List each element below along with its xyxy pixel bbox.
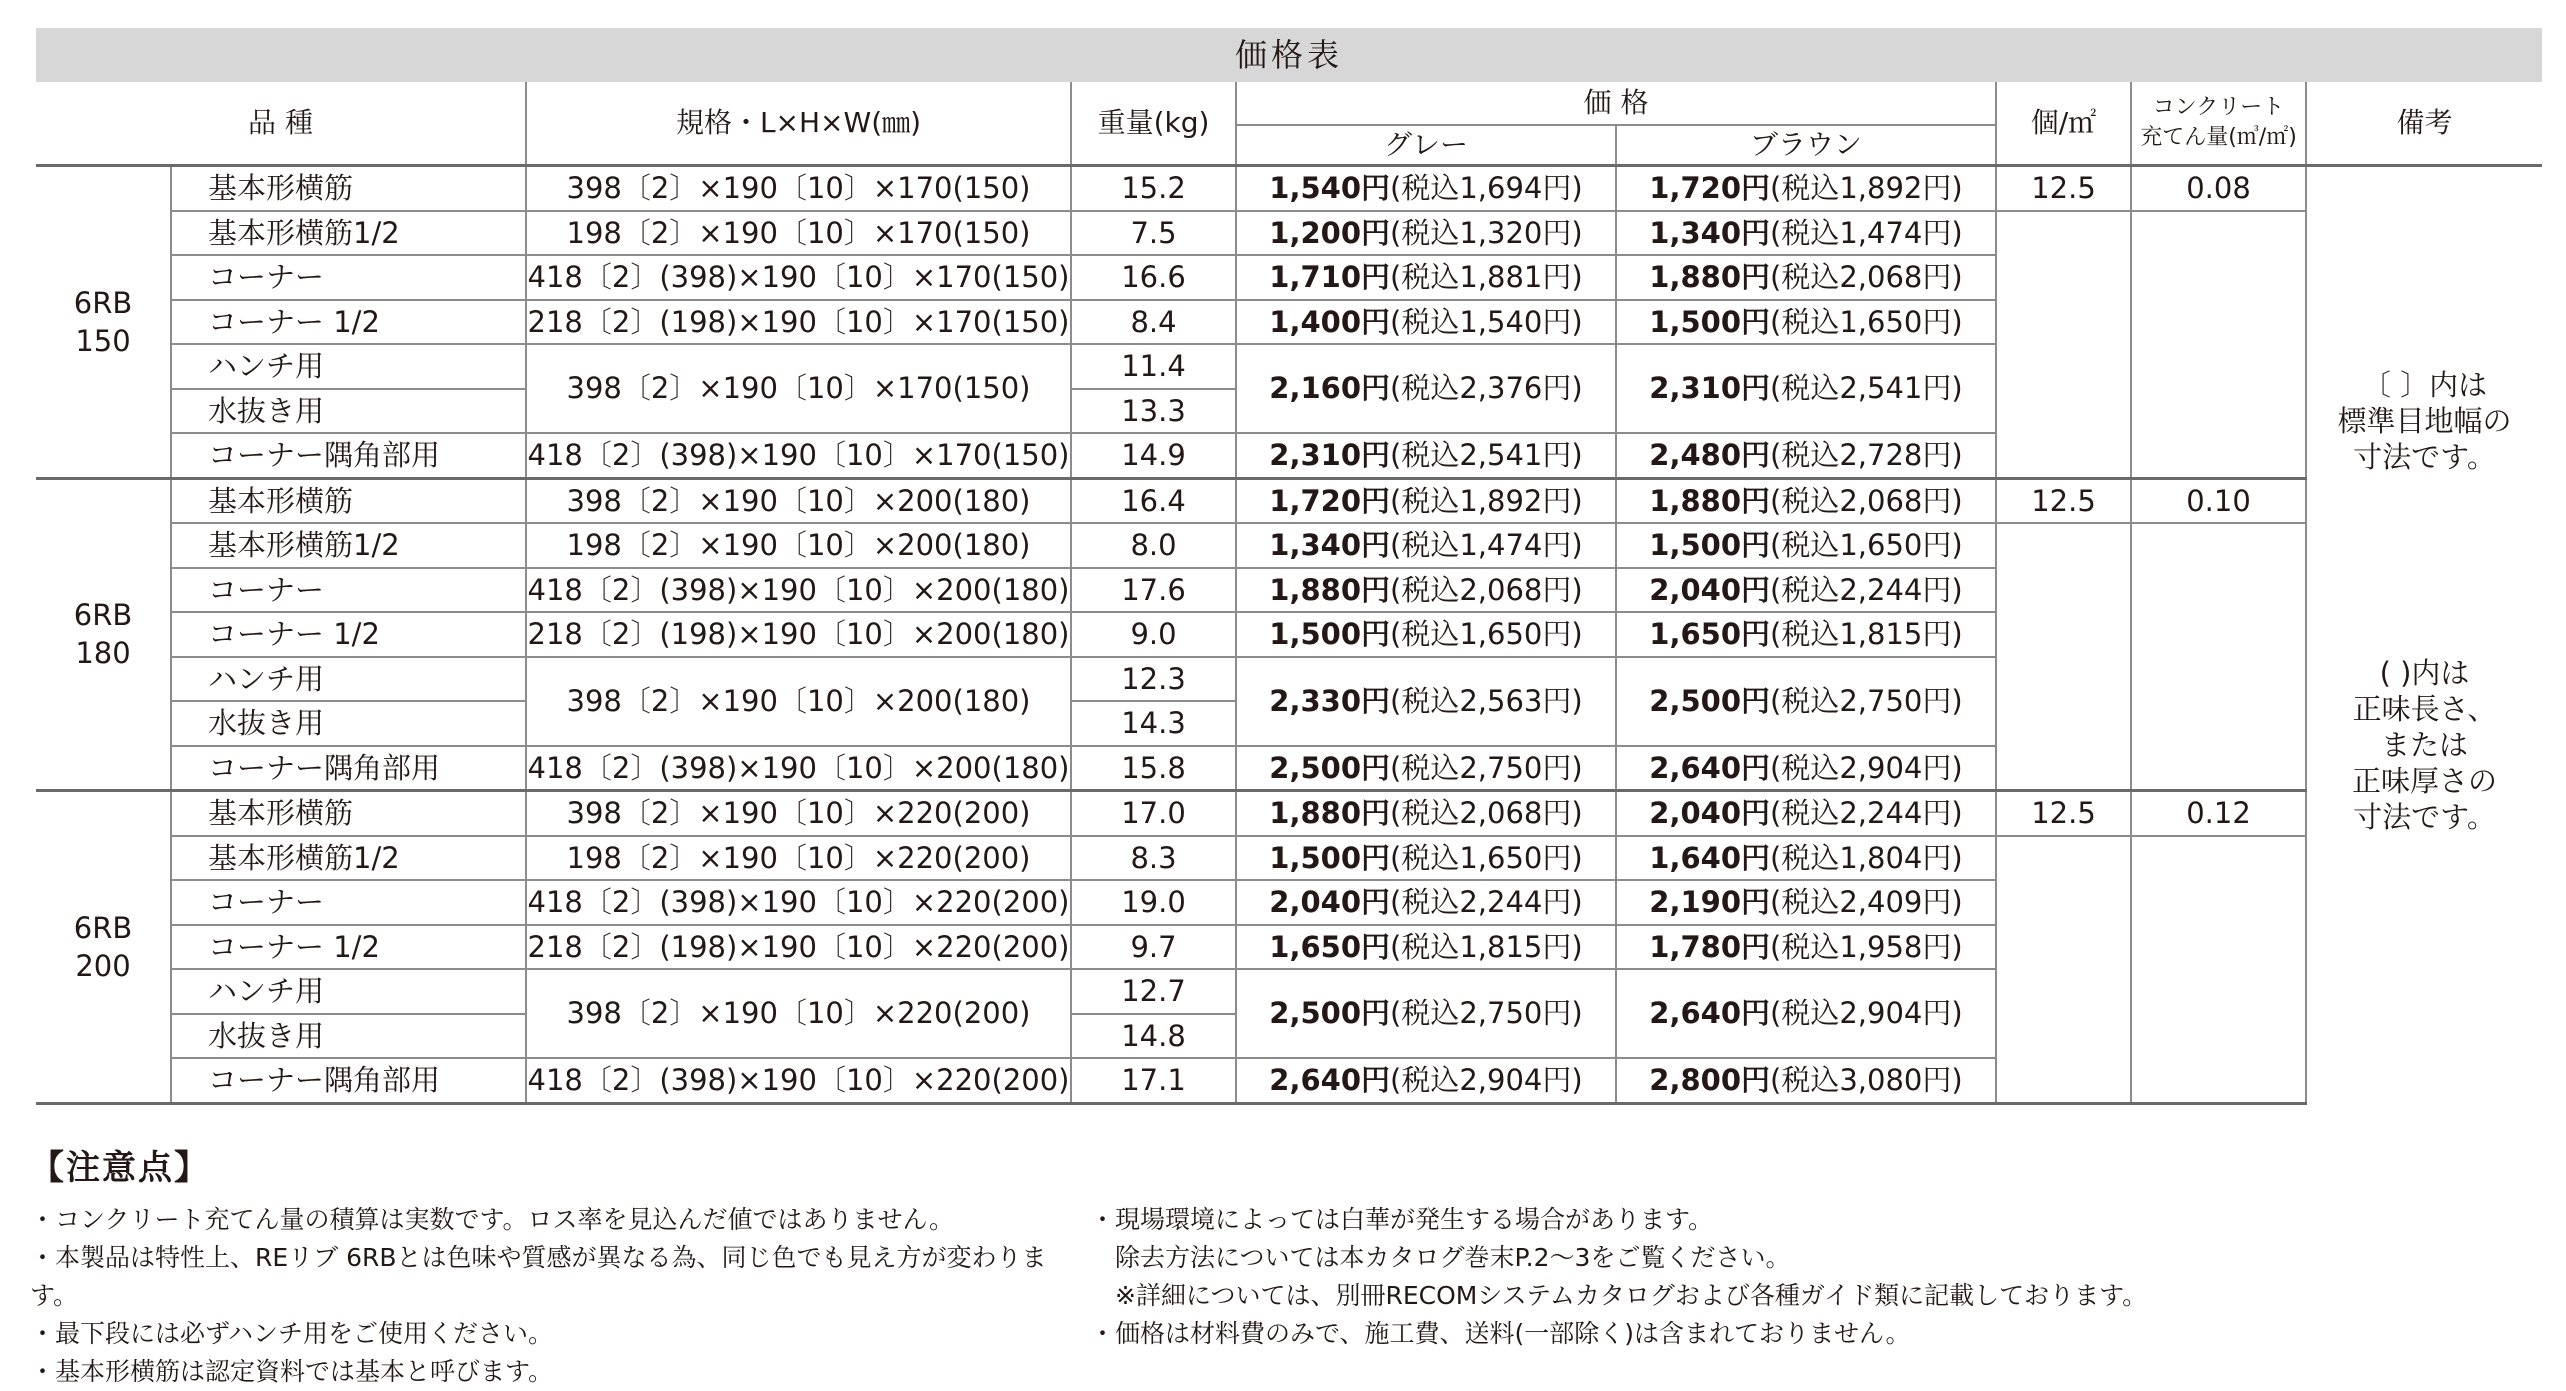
header-concrete-line1: コンクリート: [2152, 95, 2285, 120]
note-line: ・価格は材料費のみで、施工費、送料(一部除く)は含まれておりません。: [1090, 1319, 1911, 1348]
concrete-cell: 0.12: [2131, 791, 2306, 836]
table-row: [36, 478, 2542, 523]
spec-cell: 418〔2〕(398)×190〔10〕×200(180): [526, 568, 1071, 613]
header-weight: 重量(kg): [1071, 82, 1236, 166]
gray-tax-price: (税込2,244円): [1390, 885, 1583, 919]
item-name: コーナー 1/2: [171, 300, 526, 345]
weight-cell: 16.4: [1071, 478, 1236, 523]
item-name: コーナー 1/2: [171, 925, 526, 970]
gray-price-cell: [1236, 880, 1616, 925]
brown-tax-price: (税込3,080円): [1770, 1063, 1963, 1097]
weight-cell: 8.4: [1071, 300, 1236, 345]
per-m2-cell: 12.5: [1996, 791, 2131, 836]
note-line: ※詳細については、別冊RECOMシステムカタログおよび各種ガイド類に記載しております。: [1090, 1281, 2148, 1310]
spec-cell: 418〔2〕(398)×190〔10〕×220(200): [526, 1058, 1071, 1103]
brown-price: 2,190円: [1649, 885, 1771, 919]
gray-price-cell: [1236, 433, 1616, 478]
item-name: ハンチ用: [171, 657, 526, 702]
notes-section: [30, 1140, 2530, 1391]
header-brown: ブラウン: [1616, 125, 1996, 166]
gray-tax-price: (税込1,650円): [1390, 840, 1583, 875]
remarks-line: または: [2380, 728, 2468, 762]
brown-price: 2,040円: [1649, 796, 1771, 830]
header-remarks: 備考: [2306, 82, 2542, 166]
spec-cell: 418〔2〕(398)×190〔10〕×170(150): [526, 433, 1071, 478]
note-line: ・現場環境によっては白華が発生する場合があります。: [1090, 1205, 1714, 1234]
header-concrete: [2131, 82, 2306, 166]
brown-tax-price: (税込2,244円): [1770, 796, 1963, 830]
weight-cell: 19.0: [1071, 880, 1236, 925]
gray-tax-price: (税込1,892円): [1390, 483, 1583, 518]
gray-price: 1,500円: [1269, 617, 1391, 651]
gray-price: 1,500円: [1269, 840, 1391, 875]
spec-cell: 418〔2〕(398)×190〔10〕×200(180): [526, 746, 1071, 791]
brown-price-cell: [1616, 166, 1996, 211]
note-line: 除去方法については本カタログ巻末P.2～3をご覧ください。: [1090, 1243, 1791, 1272]
gray-price-cell: [1236, 746, 1616, 791]
series-name: 6RB: [73, 598, 133, 633]
brown-tax-price: (税込1,650円): [1770, 304, 1963, 339]
weight-cell: 12.7: [1071, 969, 1236, 1014]
gray-tax-price: (税込2,904円): [1390, 1063, 1583, 1097]
spec-cell: 398〔2〕×190〔10〕×200(180): [526, 657, 1071, 746]
table-row: [36, 166, 2542, 211]
table-header: [36, 82, 2542, 166]
brown-price-cell: [1616, 925, 1996, 970]
remarks-line: 寸法です。: [2353, 440, 2496, 474]
weight-cell: 8.3: [1071, 836, 1236, 881]
per-m2-blank: [1996, 211, 2131, 479]
remarks-line: 〔 〕内は: [2361, 368, 2488, 402]
brown-price: 1,500円: [1649, 304, 1771, 339]
gray-price: 2,310円: [1269, 438, 1391, 472]
remarks-line: 正味厚さの: [2351, 764, 2497, 798]
gray-price-cell: [1236, 211, 1616, 256]
spec-cell: 398〔2〕×190〔10〕×170(150): [526, 166, 1071, 211]
brown-tax-price: (税込2,904円): [1770, 750, 1963, 785]
series-name: 6RB: [73, 285, 133, 320]
gray-price: 2,160円: [1269, 371, 1391, 406]
item-name: 基本形横筋: [171, 478, 526, 523]
brown-price-cell: [1616, 746, 1996, 791]
table-row: [36, 836, 2542, 881]
gray-price: 2,500円: [1269, 996, 1391, 1031]
gray-price-cell: [1236, 523, 1616, 568]
weight-cell: 11.4: [1071, 344, 1236, 389]
item-name: 基本形横筋1/2: [171, 211, 526, 256]
table-row: [36, 791, 2542, 836]
brown-price: 1,640円: [1649, 840, 1771, 875]
gray-price: 1,540円: [1269, 171, 1391, 205]
gray-price-cell: [1236, 478, 1616, 523]
header-price: 価 格: [1236, 82, 1996, 125]
brown-price: 1,340円: [1649, 215, 1771, 250]
weight-cell: 8.0: [1071, 523, 1236, 568]
remarks-line: 標準目地幅の: [2337, 404, 2512, 438]
gray-price-cell: [1236, 300, 1616, 345]
weight-cell: 14.3: [1071, 701, 1236, 746]
brown-tax-price: (税込2,750円): [1770, 683, 1963, 718]
series-size: 180: [75, 636, 131, 671]
brown-price: 2,480円: [1649, 438, 1771, 472]
weight-cell: 14.8: [1071, 1014, 1236, 1059]
weight-cell: 14.9: [1071, 433, 1236, 478]
header-type: 品 種: [36, 82, 526, 166]
spec-cell: 418〔2〕(398)×190〔10〕×220(200): [526, 880, 1071, 925]
brown-price: 1,880円: [1649, 260, 1771, 294]
brown-price-cell: [1616, 791, 1996, 836]
gray-price: 1,880円: [1269, 572, 1391, 607]
table-row: [36, 523, 2542, 568]
gray-price-cell: [1236, 836, 1616, 881]
gray-tax-price: (税込2,750円): [1390, 996, 1583, 1031]
weight-cell: 17.1: [1071, 1058, 1236, 1103]
gray-price: 1,710円: [1269, 260, 1391, 294]
weight-cell: 12.3: [1071, 657, 1236, 702]
gray-tax-price: (税込2,541円): [1390, 438, 1583, 472]
item-name: 基本形横筋1/2: [171, 523, 526, 568]
header-spec: 規格・L×H×W(㎜): [526, 82, 1071, 166]
item-name: 水抜き用: [171, 701, 526, 746]
weight-cell: 9.0: [1071, 612, 1236, 657]
weight-cell: 7.5: [1071, 211, 1236, 256]
gray-price-cell: [1236, 1058, 1616, 1103]
gray-price-cell: [1236, 568, 1616, 613]
remarks-note-brackets: [2307, 367, 2542, 475]
series-cell: [36, 166, 171, 479]
brown-price-cell: [1616, 523, 1996, 568]
spec-cell: 218〔2〕(198)×190〔10〕×200(180): [526, 612, 1071, 657]
brown-tax-price: (税込2,904円): [1770, 996, 1963, 1031]
brown-price-cell: [1616, 969, 1996, 1058]
spec-cell: 398〔2〕×190〔10〕×200(180): [526, 478, 1071, 523]
brown-price-cell: [1616, 433, 1996, 478]
brown-price-cell: [1616, 211, 1996, 256]
gray-price: 2,500円: [1269, 750, 1391, 785]
series-size: 150: [75, 323, 131, 358]
item-name: 基本形横筋1/2: [171, 836, 526, 881]
brown-price-cell: [1616, 568, 1996, 613]
gray-tax-price: (税込2,376円): [1390, 371, 1583, 406]
gray-tax-price: (税込1,540円): [1390, 304, 1583, 339]
series-name: 6RB: [73, 910, 133, 945]
item-name: コーナー: [171, 255, 526, 300]
gray-tax-price: (税込2,750円): [1390, 750, 1583, 785]
brown-price-cell: [1616, 300, 1996, 345]
concrete-blank: [2131, 523, 2306, 791]
gray-tax-price: (税込1,650円): [1390, 617, 1583, 651]
brown-tax-price: (税込1,474円): [1770, 215, 1963, 250]
spec-cell: 218〔2〕(198)×190〔10〕×220(200): [526, 925, 1071, 970]
brown-tax-price: (税込2,409円): [1770, 885, 1963, 919]
gray-price-cell: [1236, 344, 1616, 433]
header-gray: グレー: [1236, 125, 1616, 166]
gray-tax-price: (税込1,474円): [1390, 528, 1583, 562]
brown-tax-price: (税込2,728円): [1770, 438, 1963, 472]
brown-tax-price: (税込1,958円): [1770, 929, 1963, 964]
item-name: ハンチ用: [171, 969, 526, 1014]
spec-cell: 198〔2〕×190〔10〕×220(200): [526, 836, 1071, 881]
note-line: ・基本形横筋は認定資料では基本と呼びます。: [30, 1357, 554, 1386]
table-body: [36, 166, 2542, 1104]
series-cell: [36, 478, 171, 791]
header-per-m2: 個/㎡: [1996, 82, 2131, 166]
item-name: コーナー隅角部用: [171, 433, 526, 478]
weight-cell: 15.2: [1071, 166, 1236, 211]
item-name: コーナー隅角部用: [171, 746, 526, 791]
per-m2-blank: [1996, 836, 2131, 1104]
gray-price-cell: [1236, 791, 1616, 836]
brown-price: 2,040円: [1649, 572, 1771, 607]
gray-tax-price: (税込1,320円): [1390, 215, 1583, 250]
brown-tax-price: (税込1,804円): [1770, 840, 1963, 875]
brown-price-cell: [1616, 657, 1996, 746]
gray-tax-price: (税込2,068円): [1390, 572, 1583, 607]
gray-price: 1,400円: [1269, 304, 1391, 339]
per-m2-cell: 12.5: [1996, 166, 2131, 211]
table-row: [36, 211, 2542, 256]
brown-price: 1,720円: [1649, 171, 1771, 205]
brown-tax-price: (税込2,068円): [1770, 483, 1963, 518]
per-m2-blank: [1996, 523, 2131, 791]
gray-price: 2,640円: [1269, 1063, 1391, 1097]
concrete-blank: [2131, 836, 2306, 1104]
gray-tax-price: (税込1,881円): [1390, 260, 1583, 294]
brown-tax-price: (税込1,892円): [1770, 171, 1963, 205]
brown-price-cell: [1616, 344, 1996, 433]
gray-price-cell: [1236, 925, 1616, 970]
note-line: ・コンクリート充てん量の積算は実数です。ロス率を見込んだ値ではありません。: [30, 1205, 955, 1234]
item-name: 基本形横筋: [171, 791, 526, 836]
concrete-blank: [2131, 211, 2306, 479]
series-size: 200: [75, 948, 131, 983]
gray-tax-price: (税込1,694円): [1390, 171, 1583, 205]
weight-cell: 9.7: [1071, 925, 1236, 970]
brown-price-cell: [1616, 478, 1996, 523]
gray-price: 2,040円: [1269, 885, 1391, 919]
concrete-cell: 0.10: [2131, 478, 2306, 523]
spec-cell: 398〔2〕×190〔10〕×170(150): [526, 344, 1071, 433]
price-table-section: [36, 28, 2542, 1105]
brown-price: 1,650円: [1649, 617, 1771, 651]
gray-tax-price: (税込1,815円): [1390, 929, 1583, 964]
remarks-line: ( )内は: [2379, 656, 2470, 690]
brown-tax-price: (税込2,244円): [1770, 572, 1963, 607]
brown-price: 1,780円: [1649, 929, 1771, 964]
remarks-cell: [2306, 166, 2542, 1104]
table-title: 価格表: [36, 28, 2542, 82]
weight-cell: 17.6: [1071, 568, 1236, 613]
per-m2-cell: 12.5: [1996, 478, 2131, 523]
brown-price: 1,500円: [1649, 528, 1771, 562]
item-name: 基本形横筋: [171, 166, 526, 211]
weight-cell: 17.0: [1071, 791, 1236, 836]
series-cell: [36, 791, 171, 1104]
brown-tax-price: (税込1,650円): [1770, 528, 1963, 562]
brown-price: 2,640円: [1649, 750, 1771, 785]
notes-heading: 【注意点】: [30, 1148, 210, 1188]
remarks-note-parentheses: [2307, 655, 2542, 835]
weight-cell: 13.3: [1071, 389, 1236, 434]
spec-cell: 198〔2〕×190〔10〕×170(150): [526, 211, 1071, 256]
weight-cell: 15.8: [1071, 746, 1236, 791]
item-name: 水抜き用: [171, 1014, 526, 1059]
brown-tax-price: (税込1,815円): [1770, 617, 1963, 651]
brown-price-cell: [1616, 255, 1996, 300]
brown-price: 2,310円: [1649, 371, 1771, 406]
brown-price-cell: [1616, 612, 1996, 657]
gray-price-cell: [1236, 166, 1616, 211]
gray-price: 1,200円: [1269, 215, 1391, 250]
gray-tax-price: (税込2,563円): [1390, 683, 1583, 718]
notes-left-column: [30, 1201, 1090, 1391]
spec-cell: 198〔2〕×190〔10〕×200(180): [526, 523, 1071, 568]
gray-price-cell: [1236, 969, 1616, 1058]
brown-price-cell: [1616, 836, 1996, 881]
gray-price: 2,330円: [1269, 683, 1391, 718]
item-name: 水抜き用: [171, 389, 526, 434]
spec-cell: 418〔2〕(398)×190〔10〕×170(150): [526, 255, 1071, 300]
item-name: ハンチ用: [171, 344, 526, 389]
item-name: コーナー 1/2: [171, 612, 526, 657]
item-name: コーナー: [171, 880, 526, 925]
gray-price: 1,880円: [1269, 796, 1391, 830]
note-line: ・本製品は特性上、REリブ 6RBとは色味や質感が異なる為、同じ色でも見え方が変わります。: [30, 1243, 1047, 1310]
gray-price-cell: [1236, 657, 1616, 746]
brown-price-cell: [1616, 1058, 1996, 1103]
gray-price: 1,720円: [1269, 483, 1391, 518]
spec-cell: 218〔2〕(198)×190〔10〕×170(150): [526, 300, 1071, 345]
header-concrete-line2: 充てん量(㎥/㎡): [2140, 125, 2297, 150]
note-line: ・最下段には必ずハンチ用をご使用ください。: [30, 1319, 554, 1348]
concrete-cell: 0.08: [2131, 166, 2306, 211]
weight-cell: 16.6: [1071, 255, 1236, 300]
item-name: コーナー隅角部用: [171, 1058, 526, 1103]
item-name: コーナー: [171, 568, 526, 613]
brown-price: 1,880円: [1649, 483, 1771, 518]
notes-right-column: [1090, 1201, 2490, 1391]
spec-cell: 398〔2〕×190〔10〕×220(200): [526, 791, 1071, 836]
price-table: [36, 82, 2542, 1105]
gray-price: 1,650円: [1269, 929, 1391, 964]
brown-price: 2,500円: [1649, 683, 1771, 718]
brown-price-cell: [1616, 880, 1996, 925]
brown-tax-price: (税込2,541円): [1770, 371, 1963, 406]
remarks-line: 寸法です。: [2353, 800, 2496, 834]
gray-price-cell: [1236, 612, 1616, 657]
gray-tax-price: (税込2,068円): [1390, 796, 1583, 830]
brown-price: 2,640円: [1649, 996, 1771, 1031]
gray-price: 1,340円: [1269, 528, 1391, 562]
spec-cell: 398〔2〕×190〔10〕×220(200): [526, 969, 1071, 1058]
gray-price-cell: [1236, 255, 1616, 300]
brown-price: 2,800円: [1649, 1063, 1771, 1097]
brown-tax-price: (税込2,068円): [1770, 260, 1963, 294]
remarks-line: 正味長さ、: [2352, 692, 2497, 726]
